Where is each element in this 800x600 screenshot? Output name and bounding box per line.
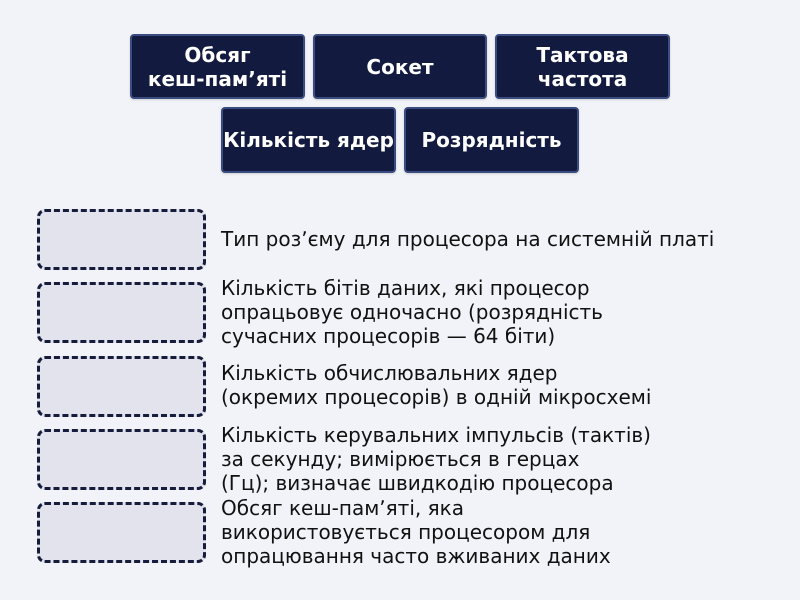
row-description-3: Кількість обчислювальних ядер (окремих процесорів) в одній мікросхемі [221,361,652,409]
tile-socket[interactable]: Сокет [313,34,487,99]
tile-bitness[interactable]: Розрядність [404,107,579,173]
row-description-5: Обсяг кеш-памʼяті, яка використовується процесором для опрацювання часто вживаних даних [221,496,611,568]
drop-slot-3[interactable] [37,356,206,417]
row-description-4: Кількість керувальних імпульсів (тактів) за секунду; вимірюється в герцах (Гц); визначає швидкодію процесора [221,423,651,495]
drop-slot-1[interactable] [37,209,206,270]
row-description-2: Кількість бітів даних, які процесор опрацьовує одночасно (розрядність сучасних процесорів — 64 біти) [221,276,603,348]
drop-slot-4[interactable] [37,429,206,490]
tile-cache-size[interactable]: Обсяг кеш-пам’яті [130,34,305,99]
drop-slot-5[interactable] [37,502,206,563]
tile-clock-frequency[interactable]: Тактова частота [495,34,670,99]
tile-core-count[interactable]: Кількість ядер [221,107,396,173]
drop-slot-2[interactable] [37,282,206,343]
row-description-1: Тип розʼєму для процесора на системній платі [221,227,715,251]
